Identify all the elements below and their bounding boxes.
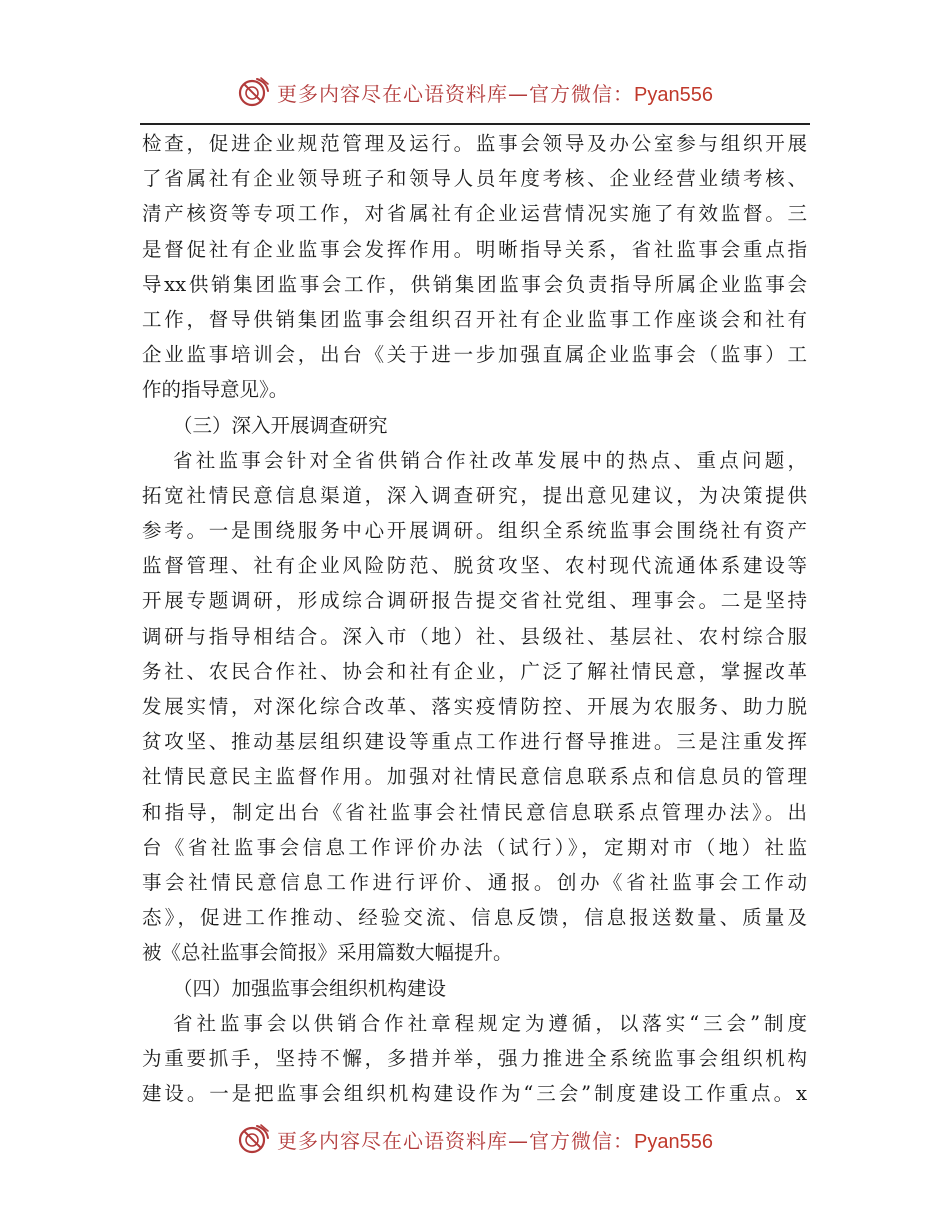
paragraph-line: 调研与指导相结合。深入市（地）社、县级社、基层社、农村综合服 (142, 624, 807, 648)
wechat-id: Pyan556 (634, 1130, 713, 1153)
paragraph-line: 导xx供销集团监事会工作，供销集团监事会负责指导所属企业监事会 (142, 272, 807, 296)
paragraph-line: 态》，促进工作推动、经验交流、信息反馈，信息报送数量、质量及 (142, 906, 807, 930)
paragraph-line: 社情民意民主监督作用。加强对社情民意信息联系点和信息员的管理 (142, 765, 807, 789)
paragraph-line: 台《省社监事会信息工作评价办法（试行）》，定期对市（地）社监 (142, 835, 807, 859)
paragraph-line: 检查，促进企业规范管理及运行。监事会领导及办公室参与组织开展 (142, 132, 807, 155)
brand-logo-icon (237, 1122, 271, 1156)
paragraph-line: 开展专题调研，形成综合调研报告提交省社党组、理事会。二是坚持 (142, 589, 807, 613)
header-divider (140, 123, 810, 125)
paragraph-line: 拓宽社情民意信息渠道，深入调查研究，提出意见建议，为决策提供 (142, 483, 807, 507)
paragraph-line: 省社监事会针对全省供销合作社改革发展中的热点、重点问题， (173, 448, 807, 472)
paragraph-line: 作的指导意见》。 (142, 378, 289, 402)
paragraph-line: 贫攻坚、推动基层组织建设等重点工作进行督导推进。三是注重发挥 (142, 730, 807, 754)
paragraph-line: 为重要抓手，坚持不懈，多措并举，强力推进全系统监事会组织机构 (142, 1046, 807, 1070)
paragraph-line: 事会社情民意信息工作进行评价、通报。创办《省社监事会工作动 (142, 870, 807, 894)
footer-banner (0, 1117, 950, 1161)
section-heading: （三）深入开展调查研究 (173, 413, 388, 437)
paragraph-line: 建设。一是把监事会组织机构建设作为“三会”制度建设工作重点。x (142, 1082, 807, 1106)
document-body (142, 126, 807, 1111)
paragraph-line: 是督促社有企业监事会发挥作用。明晰指导关系，省社监事会重点指 (142, 237, 807, 261)
paragraph-line: 发展实情，对深化综合改革、落实疫情防控、开展为农服务、助力脱 (142, 695, 807, 718)
brand-logo-icon (237, 75, 271, 109)
paragraph-line: 清产核资等专项工作，对省属社有企业运营情况实施了有效监督。三 (142, 202, 807, 226)
paragraph-line: 被《总社监事会简报》采用篇数大幅提升。 (142, 941, 513, 965)
paragraph-line: 工作，督导供销集团监事会组织召开社有企业监事工作座谈会和社有 (142, 307, 807, 331)
paragraph-line: 了省属社有企业领导班子和领导人员年度考核、企业经营业绩考核、 (142, 167, 807, 191)
banner-text: 更多内容尽在心语资料库—官方微信：Pyan556 (277, 1128, 713, 1153)
paragraph-line: 监督管理、社有企业风险防范、脱贫攻坚、农村现代流通体系建设等 (142, 554, 807, 578)
paragraph-line: 和指导，制定出台《省社监事会社情民意信息联系点管理办法》。出 (142, 800, 807, 824)
paragraph-line: 企业监事培训会，出台《关于进一步加强直属企业监事会（监事）工 (142, 343, 807, 367)
banner-text: 更多内容尽在心语资料库—官方微信：Pyan556 (277, 81, 713, 106)
paragraph-line: 务社、农民合作社、协会和社有企业，广泛了解社情民意，掌握改革 (142, 659, 807, 683)
header-banner (0, 70, 950, 114)
section-heading: （四）加强监事会组织机构建设 (173, 976, 447, 1000)
wechat-id: Pyan556 (634, 83, 713, 106)
paragraph-line: 省社监事会以供销合作社章程规定为遵循，以落实“三会”制度 (173, 1011, 807, 1035)
paragraph-line: 参考。一是围绕服务中心开展调研。组织全系统监事会围绕社有资产 (142, 519, 807, 543)
